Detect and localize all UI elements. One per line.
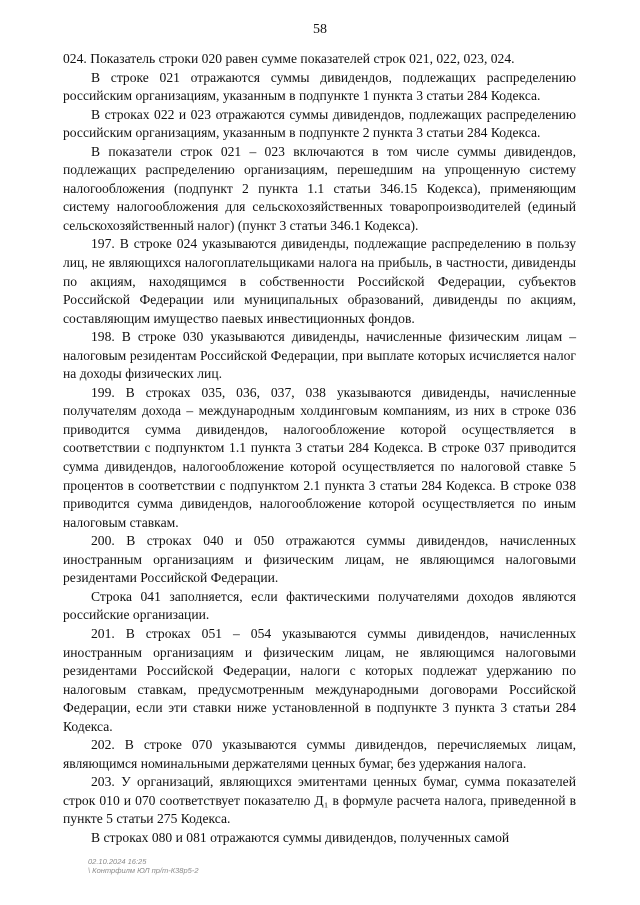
footer-line: 02.10.2024 16:25 [88,857,147,866]
paragraph: 202. В строке 070 указываются суммы дивидендов, перечисляемых лицам, являющимся номинальными держателями ценных бумаг, без удержания налога. [63,737,576,771]
paragraph: Строка 041 заполняется, если фактическими получателями доходов являются российские организации. [63,588,576,623]
page-number: 58 [313,22,327,37]
footer-stamp [88,857,199,875]
paragraph: В строках 022 и 023 отражаются суммы дивидендов, подлежащих распределению российским организациям, указанным в подпункте 2 пункта 3 статьи 284 Кодекса. [63,106,576,141]
paragraph: В строке 021 отражаются суммы дивидендов, подлежащих распределению российским организациям, указанным в подпункте 1 пункта 3 статьи 284 Кодекса. [63,69,576,104]
paragraph: В строках 080 и 081 отражаются суммы дивидендов, полученных самой [91,829,510,845]
paragraph: 201. В строках 051 – 054 указываются суммы дивидендов, начисленных иностранным организациям и физическим лицам, не являющимся налоговыми резидентами Российской Федерации, налоги с которых подлежат удержанию по налоговым ставкам, предусмотренным международными договорами Российской Федерации, если эти ставки ниже установленной в подпункте 3 пункта 3 статьи 284 Кодекса. [63,625,576,734]
body-text [63,50,576,848]
paragraph: 024. Показатель строки 020 равен сумме показателей строк 021, 022, 023, 024. [63,51,515,66]
footer-line: \ Контрфилм ЮЛ пр/т-К38р5-2 [88,866,199,875]
paragraph: 197. В строке 024 указываются дивиденды, подлежащие распределению в пользу лиц, не являющихся налогоплательщиками налога на прибыль, в частности, дивиденды по акциям, находящимся в собственности Российской Федерации, субъектов Российской Федерации или муниципальных образований, дивиденды по акциям, составляющим имущество паевых инвестиционных фондов. [63,236,576,326]
paragraph: 203. У организаций, являющихся эмитентами ценных бумаг, сумма показателей строк 010 и 070 соответствует показателю Д₁ в формуле расчета налога, приведенной в пункте 5 статьи 275 Кодекса. [63,774,576,827]
paragraph: 198. В строке 030 указываются дивиденды, начисленные физическим лицам – налоговым резидентам Российской Федерации, при выплате которых исчисляется налог на доходы физических лиц. [63,329,576,382]
paragraph: 199. В строках 035, 036, 037, 038 указываются дивиденды, начисленные получателям дохода – международным холдинговым компаниям, из них в строке 036 приводится сумма дивидендов, налогообложение которой осуществляется в соответствии с подпунктом 1.1 пункта 3 статьи 284 Кодекса. В строке 037 приводится сумма дивидендов, налогообложение которой осуществляется по налоговой ставке 5 процентов в соответствии с подпунктом 2.1 пункта 3 статьи 284 Кодекса. В строке 038 приводится сумма дивидендов, налогообложение которой осуществляется по иным налоговым ставкам. [63,384,576,530]
paragraph: В показатели строк 021 – 023 включаются в том числе суммы дивидендов, подлежащих распределению организациям, перешедшим на упрощенную систему налогообложения (подпункт 2 пункта 1.1 статьи 346.15 Кодекса), применяющим систему налогообложения для сельскохозяйственных товаропроизводителей (единый сельскохозяйственный налог) (пункт 3 статьи 346.1 Кодекса). [63,143,576,233]
paragraph: 200. В строках 040 и 050 отражаются суммы дивидендов, начисленных иностранным организациям и физическим лицам, не являющимся налоговыми резидентами Российской Федерации. [63,533,576,586]
